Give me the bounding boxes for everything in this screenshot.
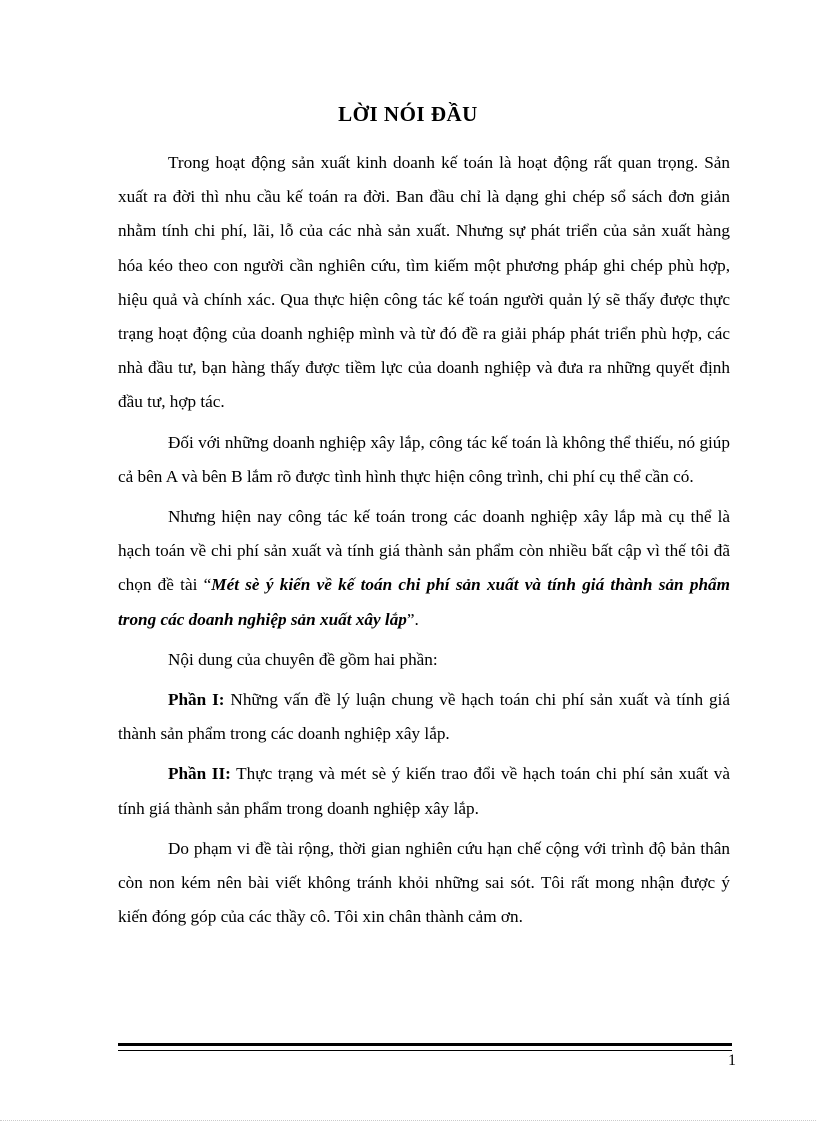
paragraph-part-2 (118, 757, 730, 825)
paragraph-topic-lead: Nhưng hiện nay công tác kế toán trong các doanh nghiệp xây lắp mà cụ thể là hạch toán về chi phí sản xuất và tính giá thành sản phẩm còn nhiều bất cập vì thế tôi đã chọn đề tài “ (118, 507, 730, 595)
topic-title: Mét sè ý kiến về kế toán chi phí sản xuất và tính giá thành sản phẩm trong các doanh nghiệp sản xuất xây lắp (118, 575, 730, 629)
page-title: LỜI NÓI ĐẦU (338, 102, 478, 126)
part-1-text: Những vấn đề lý luận chung về hạch toán chi phí sản xuất và tính giá thành sản phẩm trong các doanh nghiệp xây lắp. (118, 690, 730, 744)
paragraph-topic-tail: ”. (406, 609, 419, 629)
paragraph-contents: Nội dung của chuyên đề gồm hai phần: (168, 649, 438, 669)
paragraph-closing: Do phạm vi đề tài rộng, thời gian nghiên cứu hạn chế cộng với trình độ bản thân còn non kém nên bài viết không tránh khỏi những sai sót. Tôi rất mong nhận được ý kiến đóng góp của các thầy cô. Tôi xin chân thành cảm ơn. (118, 838, 730, 927)
paragraph-intro: Trong hoạt động sản xuất kinh doanh kế toán là hoạt động rất quan trọng. Sản xuất ra đời thì nhu cầu kế toán ra đời. Ban đầu chỉ là dạng ghi chép sổ sách đơn giản nhằm tính chi phí, lãi, lỗ của các nhà sản xuất. Nhưng sự phát triển của sản xuất hàng hóa kéo theo con người cần nghiên cứu, tìm kiếm một phương pháp ghi chép phù hợp, hiệu quả và chính xác. Qua thực hiện công tác kế toán người quản lý sẽ thấy được thực trạng hoạt động của doanh nghiệp mình và từ đó đề ra giải pháp phát triển phù hợp, các nhà đầu tư, bạn hàng thấy được tiềm lực của doanh nghiệp và đưa ra những quyết định đầu tư, hợp tác. (118, 153, 730, 412)
document-body (118, 146, 730, 934)
page-edge-divider (0, 1120, 816, 1121)
part-2-label: Phần II: (168, 764, 231, 784)
part-1-label: Phần I: (168, 690, 225, 710)
paragraph-topic (118, 500, 730, 637)
paragraph-part-1 (118, 683, 730, 751)
page-number: 1 (728, 1052, 736, 1069)
paragraph-construction: Đối với những doanh nghiệp xây lắp, công tác kế toán là không thể thiếu, nó giúp cả bên A và bên B lắm rõ được tình hình thực hiện công trình, chi phí cụ thể cần có. (118, 432, 730, 486)
footer-divider (118, 1043, 732, 1051)
part-2-text: Thực trạng và mét sè ý kiến trao đổi về hạch toán chi phí sản xuất và tính giá thành sản phẩm trong doanh nghiệp xây lắp. (118, 764, 731, 818)
